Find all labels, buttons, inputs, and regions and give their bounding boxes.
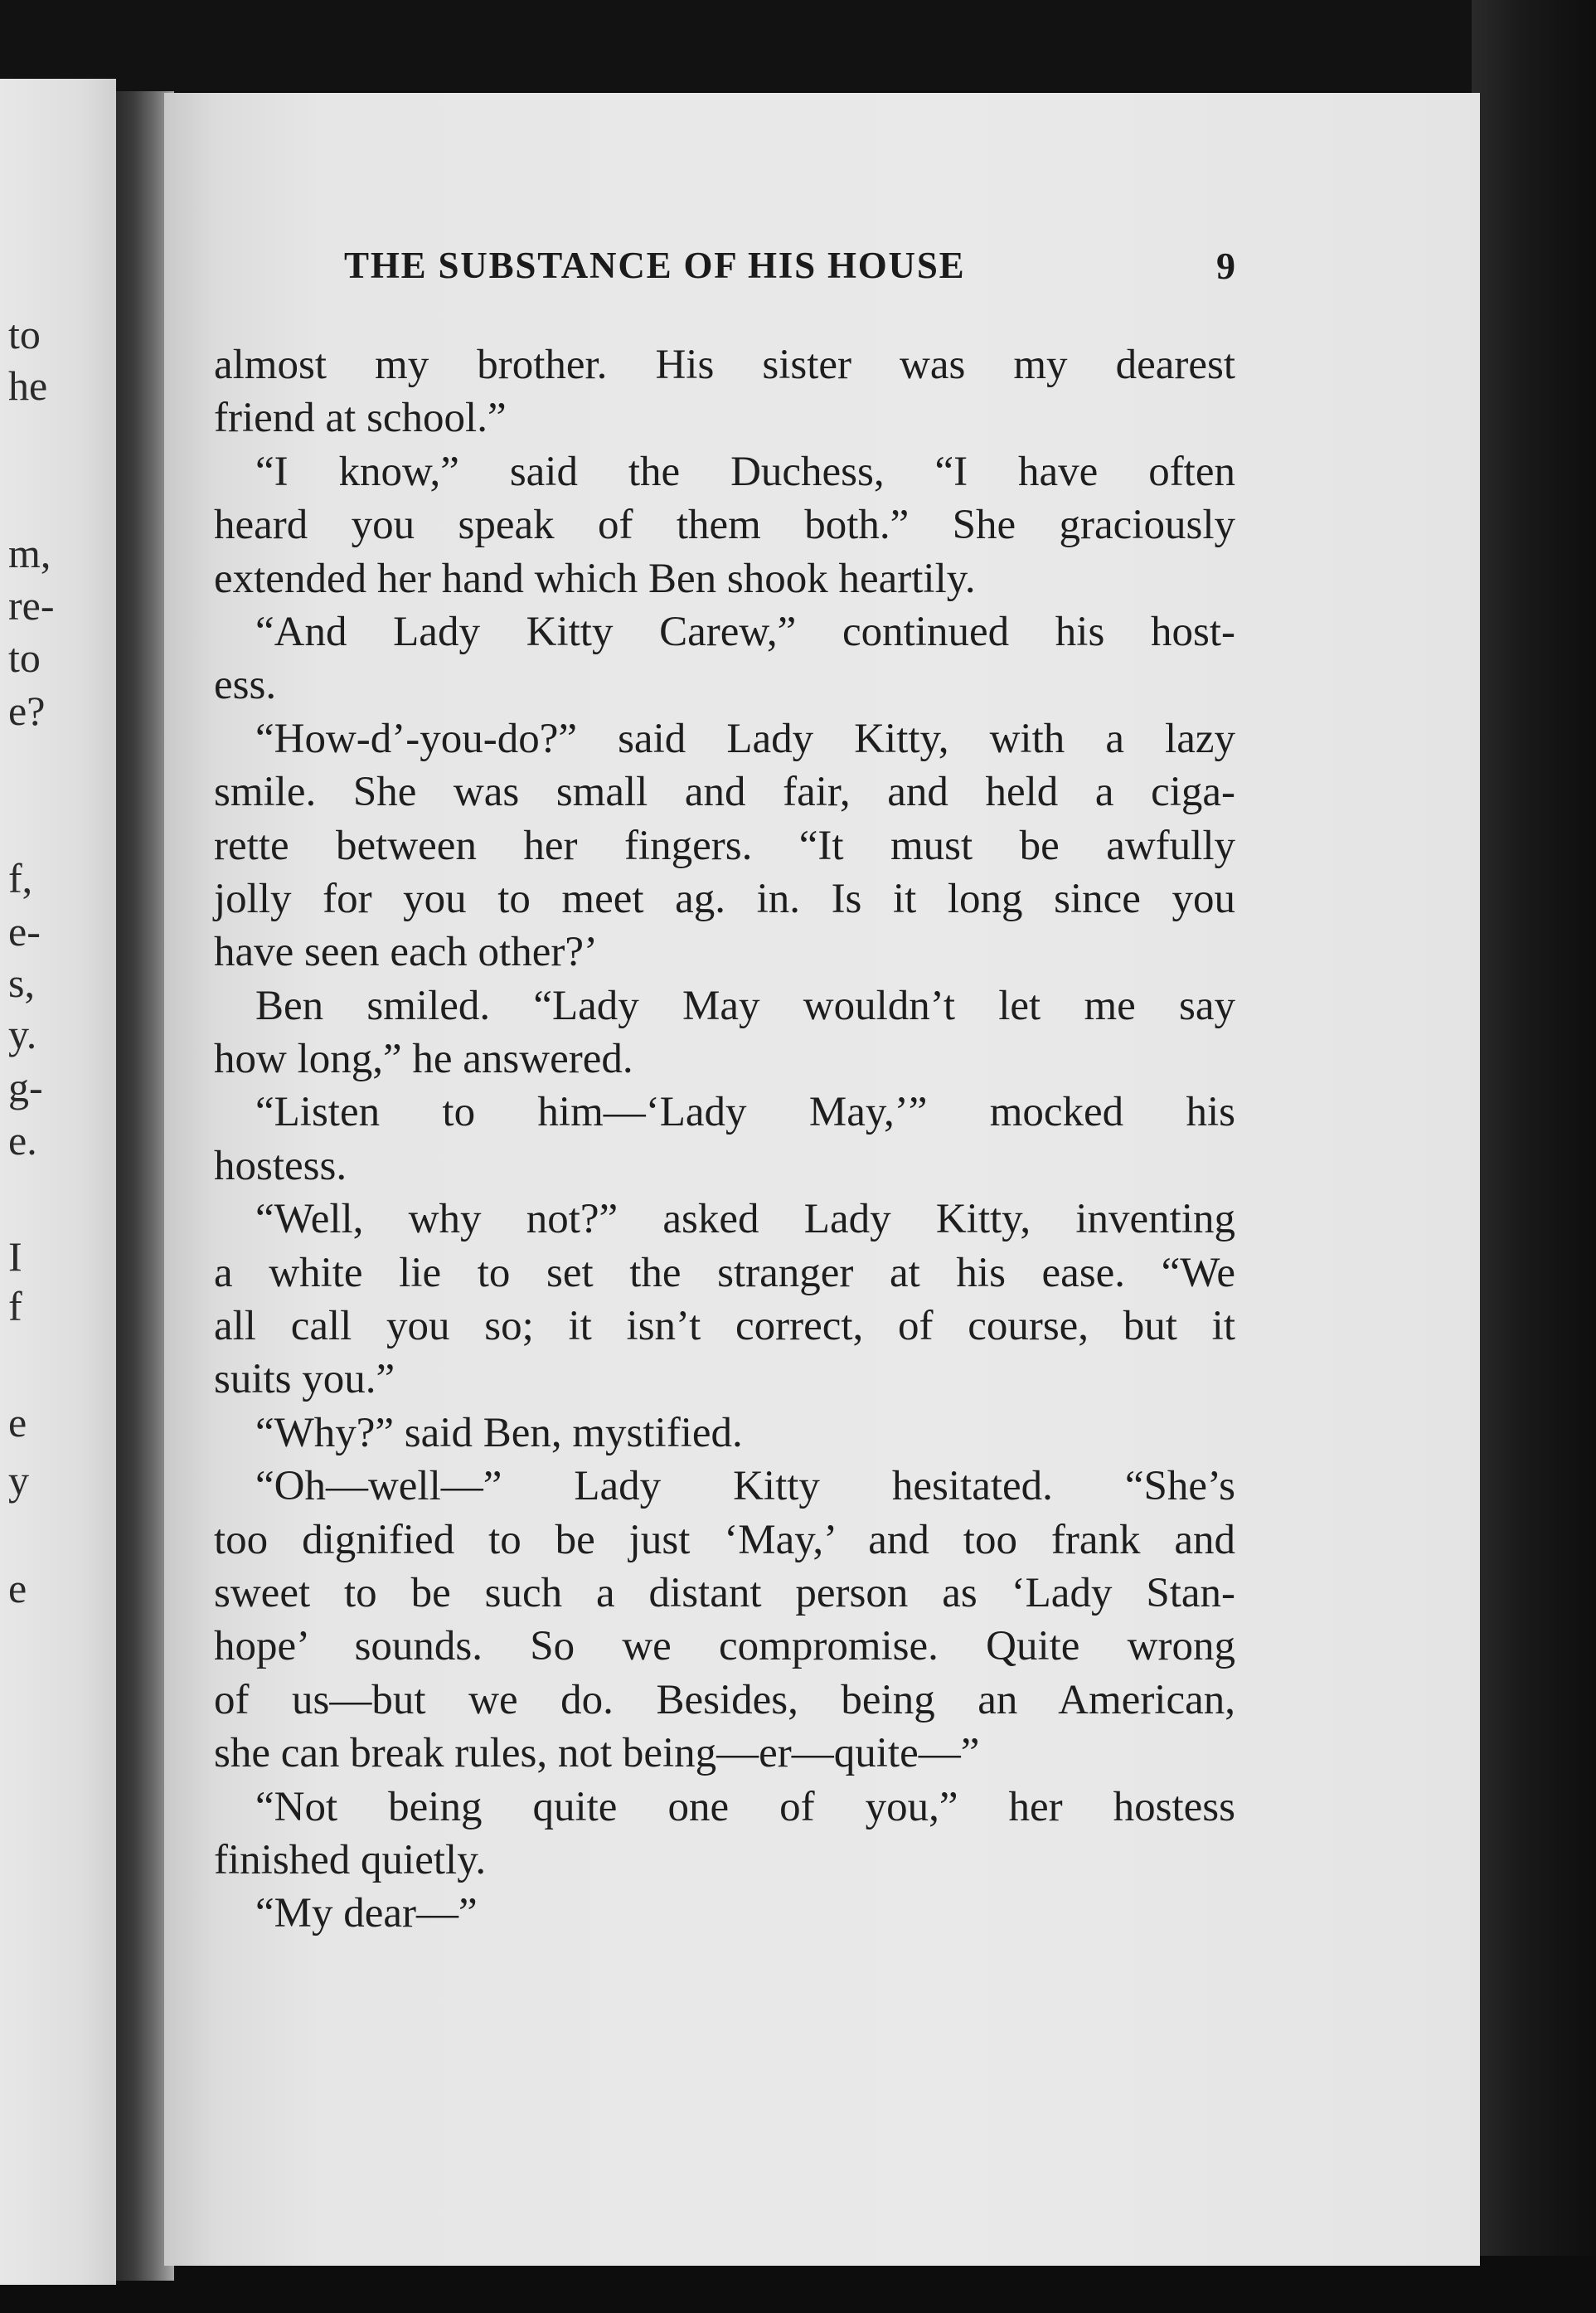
- text-line: “I know,” said the Duchess, “I have often: [255, 448, 1235, 495]
- text-line: suits you.”: [214, 1356, 395, 1403]
- body-text: [214, 338, 1235, 1941]
- text-line: heard you speak of them both.” She graciously: [214, 502, 1235, 549]
- scanner-background-top: [0, 0, 1596, 91]
- text-line: almost my brother. His sister was my dearest: [214, 342, 1235, 388]
- previous-page-fragment: f,: [8, 855, 33, 901]
- text-line: smile. She was small and fair, and held a ciga-: [214, 769, 1235, 816]
- text-line: ess.: [214, 662, 277, 709]
- text-line: how long,” he answered.: [214, 1036, 633, 1083]
- text-line: hostess.: [214, 1142, 347, 1189]
- running-title: THE SUBSTANCE OF HIS HOUSE: [344, 245, 966, 286]
- previous-page-fragment: g-: [8, 1064, 43, 1110]
- previous-page-fragment: e: [8, 1399, 27, 1446]
- previous-page-fragment: y.: [8, 1011, 37, 1057]
- text-line: “Not being quite one of you,” her hostess: [255, 1783, 1235, 1830]
- previous-page-fragment: e.: [8, 1117, 37, 1164]
- text-line: all call you so; it isn’t correct, of course, but it: [214, 1303, 1235, 1350]
- text-line: “Oh—well—” Lady Kitty hesitated. “She’s: [255, 1463, 1235, 1510]
- text-line: finished quietly.: [214, 1836, 487, 1883]
- text-line: “My dear—”: [255, 1890, 478, 1937]
- previous-page-fragment: f: [8, 1283, 22, 1329]
- text-line: Ben smiled. “Lady May wouldn’t let me say: [255, 982, 1235, 1029]
- text-line: friend at school.”: [214, 395, 507, 442]
- page-number: 9: [1216, 245, 1235, 287]
- text-line: a white lie to set the stranger at his ease. “We: [214, 1249, 1235, 1296]
- text-line: have seen each other?’: [214, 929, 598, 976]
- text-line: jolly for you to meet ag. in. Is it long since you: [214, 875, 1235, 922]
- previous-page-fragment: re-: [8, 582, 55, 629]
- previous-page-fragment: to: [8, 311, 41, 357]
- previous-page-fragment: he: [8, 362, 48, 409]
- previous-page-fragment: e-: [8, 908, 41, 955]
- previous-page-fragment: y: [8, 1457, 29, 1504]
- text-line: “Well, why not?” asked Lady Kitty, inventing: [255, 1196, 1235, 1243]
- previous-page-fragment: e: [8, 1565, 27, 1611]
- previous-page-edge: [0, 79, 116, 2285]
- text-line: she can break rules, not being—er—quite—”: [214, 1730, 980, 1777]
- text-line: “And Lady Kitty Carew,” continued his host-: [255, 608, 1235, 655]
- text-line: “How-d’-you-do?” said Lady Kitty, with a lazy: [255, 715, 1235, 762]
- text-line: “Listen to him—‘Lady May,’” mocked his: [255, 1089, 1235, 1136]
- text-line: hope’ sounds. So we compromise. Quite wrong: [214, 1623, 1235, 1670]
- previous-page-fragment: to: [8, 634, 41, 681]
- text-line: of us—but we do. Besides, being an American,: [214, 1676, 1235, 1723]
- previous-page-fragment: m,: [8, 530, 51, 576]
- text-line: too dignified to be just ‘May,’ and too frank and: [214, 1516, 1235, 1563]
- previous-page-fragment: I: [8, 1233, 22, 1280]
- text-line: rette between her fingers. “It must be awfully: [214, 822, 1235, 869]
- text-line: sweet to be such a distant person as ‘Lady Stan-: [214, 1569, 1235, 1616]
- running-header: [0, 244, 1596, 294]
- scanner-background-right: [1472, 0, 1596, 2313]
- text-line: “Why?” said Ben, mystified.: [255, 1409, 743, 1456]
- text-line: extended her hand which Ben shook heartily.: [214, 555, 976, 602]
- previous-page-fragment: s,: [8, 960, 35, 1006]
- previous-page-fragment: e?: [8, 688, 46, 734]
